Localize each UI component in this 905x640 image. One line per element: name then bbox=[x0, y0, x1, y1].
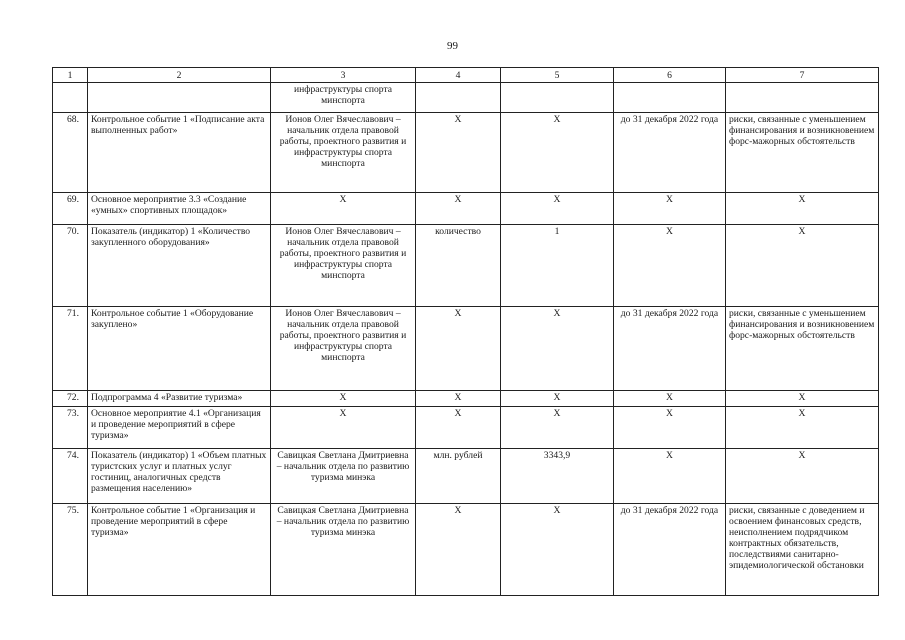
row-number: 70. bbox=[53, 225, 88, 307]
row-risks: X bbox=[726, 193, 879, 225]
row-value: X bbox=[501, 113, 614, 193]
table-row bbox=[53, 225, 879, 307]
row-name: Показатель (индикатор) 1 «Объем платных туристских услуг и платных услуг гостиниц, аналогичных средств размещения населению» bbox=[88, 449, 271, 504]
row-deadline: до 31 декабря 2022 года bbox=[614, 504, 726, 596]
row-name: Показатель (индикатор) 1 «Количество закупленного оборудования» bbox=[88, 225, 271, 307]
row-name: Основное мероприятие 4.1 «Организация и проведение мероприятий в сфере туризма» bbox=[88, 407, 271, 449]
row-number: 71. bbox=[53, 307, 88, 391]
row-deadline: до 31 декабря 2022 года bbox=[614, 307, 726, 391]
row-responsible: X bbox=[271, 407, 416, 449]
row-unit: X bbox=[416, 307, 501, 391]
row-unit: X bbox=[416, 113, 501, 193]
row-responsible: инфраструктуры спорта минспорта bbox=[271, 83, 416, 113]
row-number: 72. bbox=[53, 391, 88, 407]
row-number: 75. bbox=[53, 504, 88, 596]
row-deadline: X bbox=[614, 225, 726, 307]
row-name: Контрольное событие 1 «Подписание акта выполненных работ» bbox=[88, 113, 271, 193]
row-number: 74. bbox=[53, 449, 88, 504]
row-number: 68. bbox=[53, 113, 88, 193]
row-deadline: X bbox=[614, 449, 726, 504]
row-value: X bbox=[501, 307, 614, 391]
row-number bbox=[53, 83, 88, 113]
row-number: 69. bbox=[53, 193, 88, 225]
row-unit: X bbox=[416, 193, 501, 225]
plan-table bbox=[52, 67, 879, 596]
row-deadline bbox=[614, 83, 726, 113]
header-row bbox=[53, 68, 879, 83]
row-responsible: Ионов Олег Вячеславович – начальник отдела правовой работы, проектного развития и инфраструктуры спорта минспорта bbox=[271, 113, 416, 193]
header-cell: 2 bbox=[88, 68, 271, 83]
row-risks bbox=[726, 83, 879, 113]
row-unit: X bbox=[416, 407, 501, 449]
table-row bbox=[53, 83, 879, 113]
row-unit bbox=[416, 83, 501, 113]
header-cell: 3 bbox=[271, 68, 416, 83]
row-risks: X bbox=[726, 225, 879, 307]
row-value: 1 bbox=[501, 225, 614, 307]
table-row bbox=[53, 407, 879, 449]
row-risks: X bbox=[726, 407, 879, 449]
row-number: 73. bbox=[53, 407, 88, 449]
row-unit: X bbox=[416, 391, 501, 407]
row-value: 3343,9 bbox=[501, 449, 614, 504]
row-responsible: Ионов Олег Вячеславович – начальник отдела правовой работы, проектного развития и инфраструктуры спорта минспорта bbox=[271, 225, 416, 307]
row-risks: риски, связанные с доведением и освоением финансовых средств, неисполнением подрядчиком контрактных обязательств, последствиями санитарно-эпидемиологической обстановки bbox=[726, 504, 879, 596]
row-unit: X bbox=[416, 504, 501, 596]
header-cell: 5 bbox=[501, 68, 614, 83]
row-deadline: до 31 декабря 2022 года bbox=[614, 113, 726, 193]
table-row bbox=[53, 391, 879, 407]
row-responsible: Савицкая Светлана Дмитриевна – начальник отдела по развитию туризма минэка bbox=[271, 449, 416, 504]
row-name: Подпрограмма 4 «Развитие туризма» bbox=[88, 391, 271, 407]
row-risks: X bbox=[726, 391, 879, 407]
table-row bbox=[53, 449, 879, 504]
row-value bbox=[501, 83, 614, 113]
row-risks: риски, связанные с уменьшением финансирования и возникновением форс-мажорных обстоятельств bbox=[726, 113, 879, 193]
row-name: Контрольное событие 1 «Оборудование закуплено» bbox=[88, 307, 271, 391]
table-row bbox=[53, 307, 879, 391]
row-risks: X bbox=[726, 449, 879, 504]
row-unit: количество bbox=[416, 225, 501, 307]
row-value: X bbox=[501, 504, 614, 596]
row-responsible: Ионов Олег Вячеславович – начальник отдела правовой работы, проектного развития и инфраструктуры спорта минспорта bbox=[271, 307, 416, 391]
header-cell: 1 bbox=[53, 68, 88, 83]
table-row bbox=[53, 504, 879, 596]
table-row bbox=[53, 193, 879, 225]
header-cell: 4 bbox=[416, 68, 501, 83]
row-responsible: X bbox=[271, 193, 416, 225]
row-responsible: Савицкая Светлана Дмитриевна – начальник отдела по развитию туризма минэка bbox=[271, 504, 416, 596]
row-name: Основное мероприятие 3.3 «Создание «умных» спортивных площадок» bbox=[88, 193, 271, 225]
row-deadline: X bbox=[614, 407, 726, 449]
page-number: 99 bbox=[447, 40, 458, 52]
row-value: X bbox=[501, 391, 614, 407]
row-name: Контрольное событие 1 «Организация и проведение мероприятий в сфере туризма» bbox=[88, 504, 271, 596]
row-deadline: X bbox=[614, 391, 726, 407]
row-unit: млн. рублей bbox=[416, 449, 501, 504]
row-deadline: X bbox=[614, 193, 726, 225]
row-name bbox=[88, 83, 271, 113]
header-cell: 7 bbox=[726, 68, 879, 83]
row-responsible: X bbox=[271, 391, 416, 407]
row-value: X bbox=[501, 193, 614, 225]
row-risks: риски, связанные с уменьшением финансирования и возникновением форс-мажорных обстоятельств bbox=[726, 307, 879, 391]
header-cell: 6 bbox=[614, 68, 726, 83]
table-row bbox=[53, 113, 879, 193]
row-value: X bbox=[501, 407, 614, 449]
